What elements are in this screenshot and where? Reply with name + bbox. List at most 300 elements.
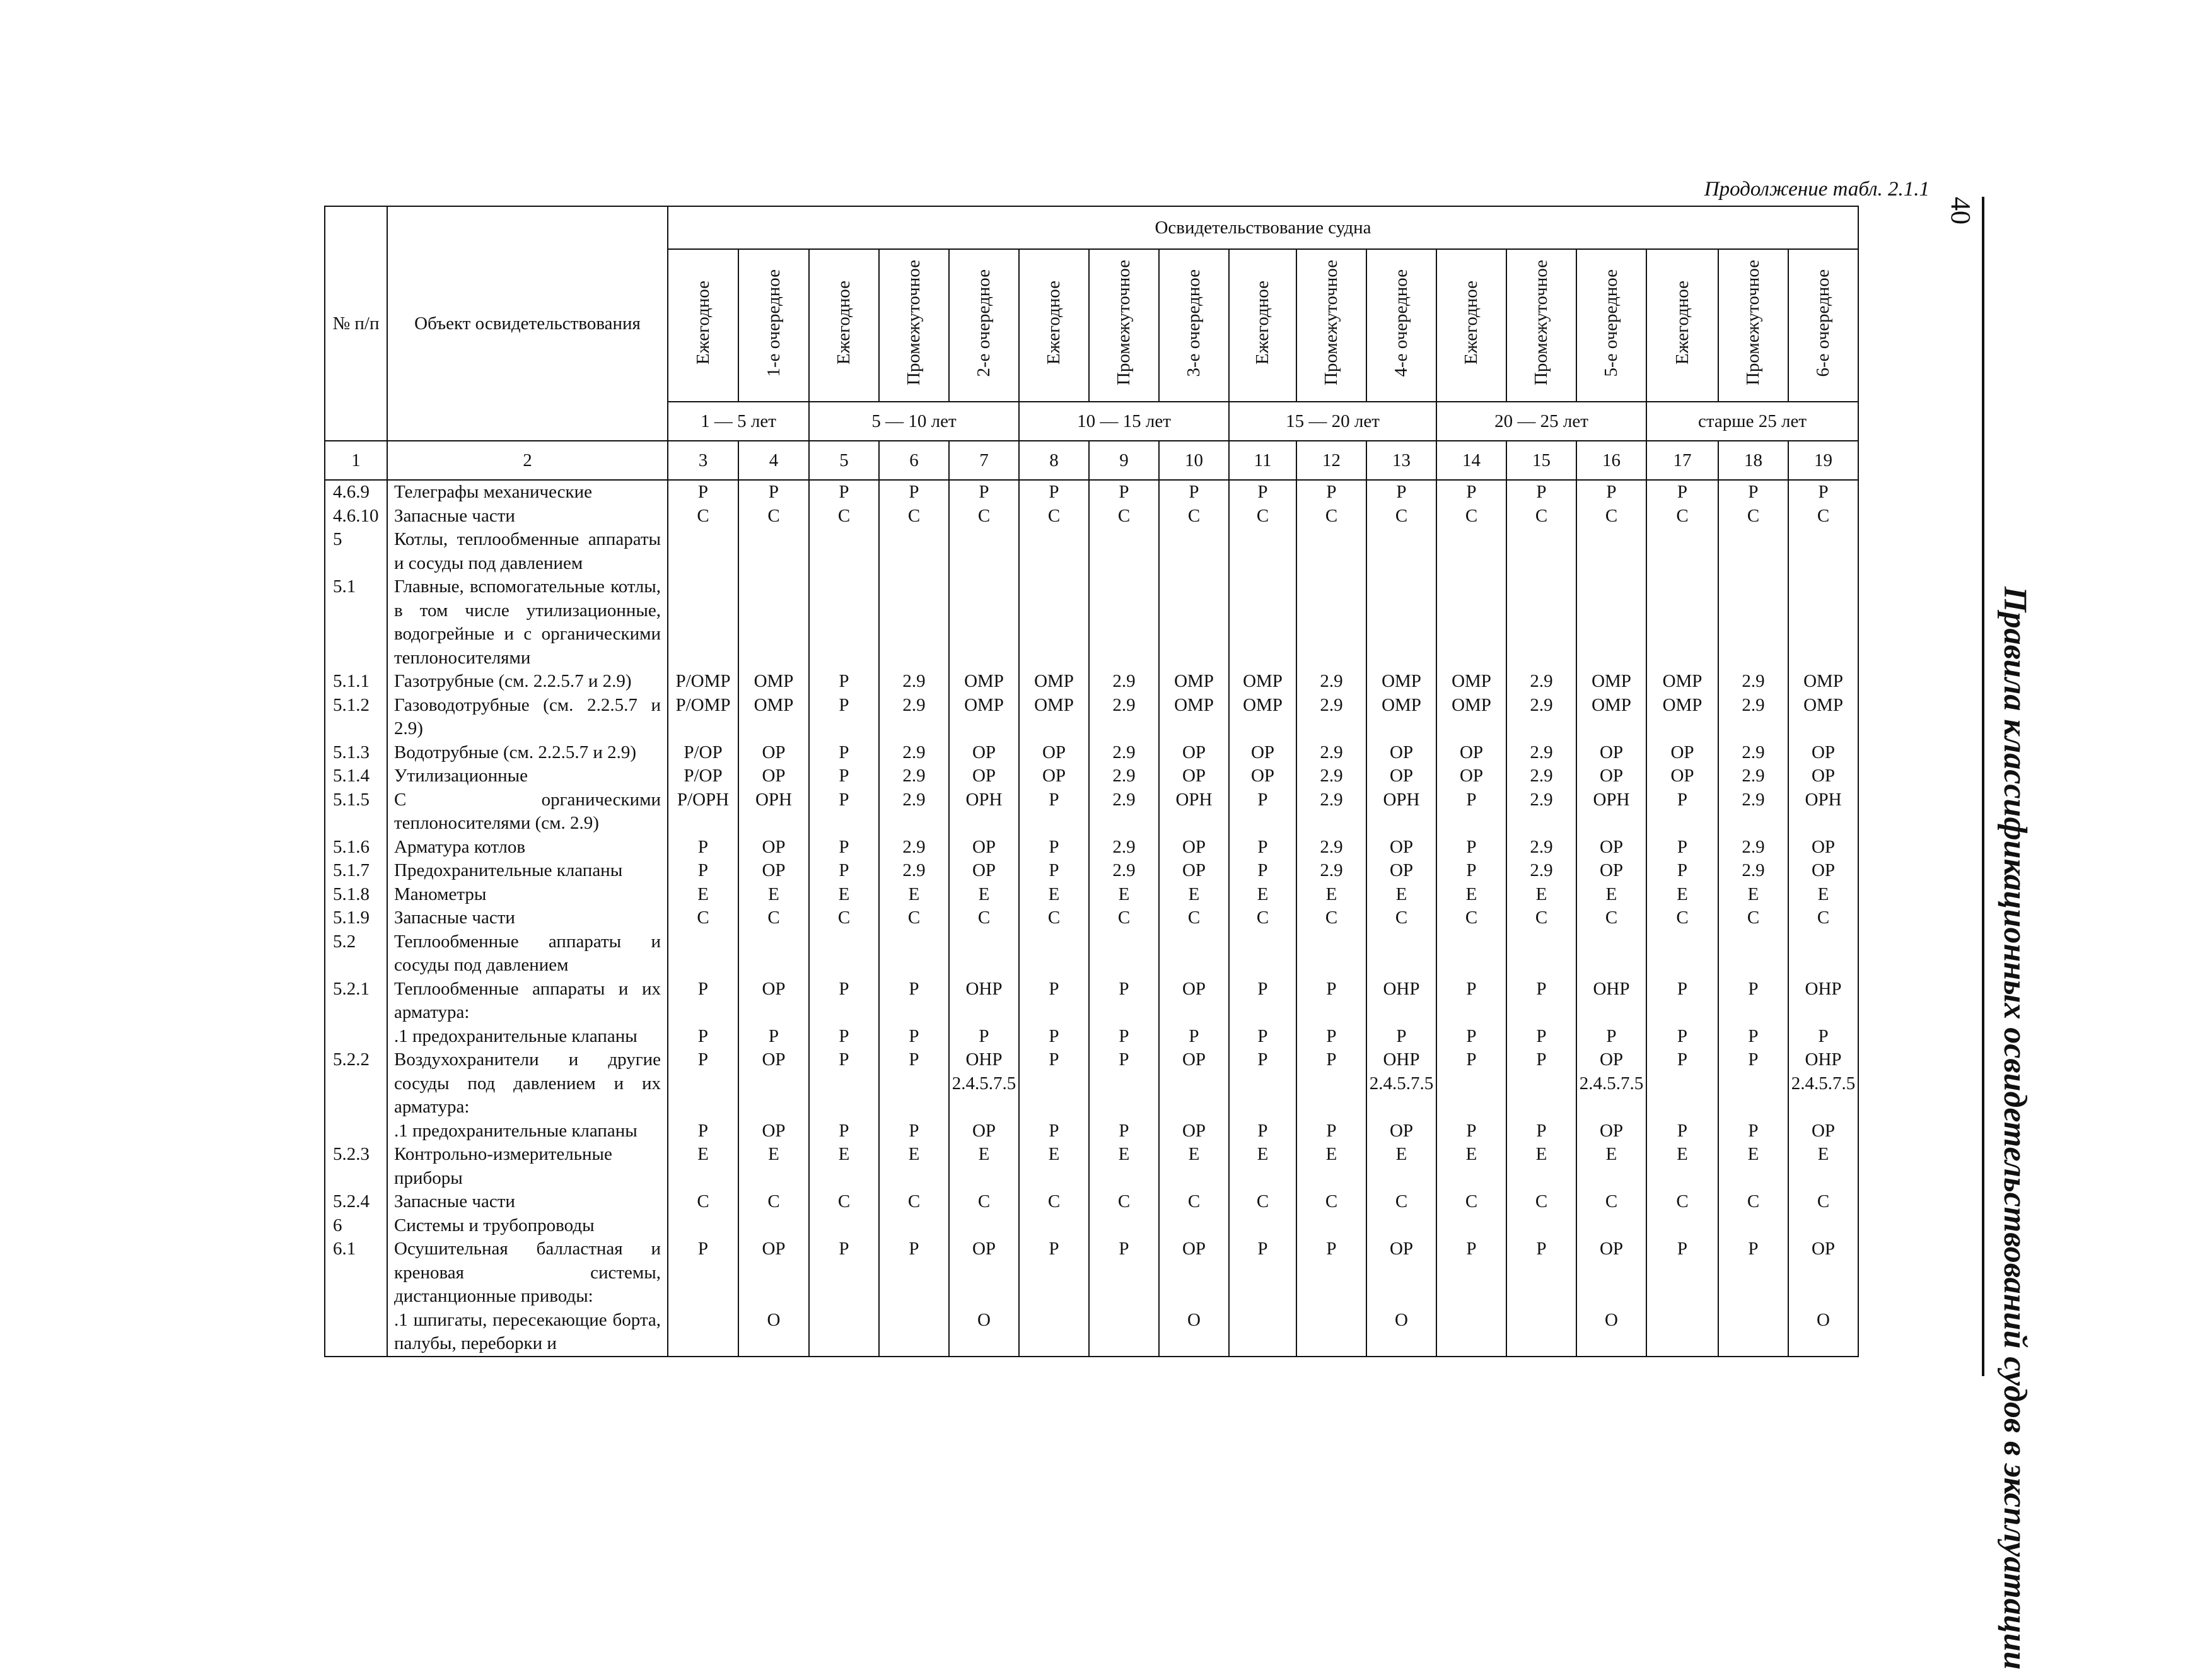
survey-scope-cell: ОР (738, 764, 809, 788)
survey-scope-cell: Р/ОМР (668, 694, 738, 741)
survey-scope-cell: 2.9 (1296, 764, 1366, 788)
header-survey-type: Ежегодное (809, 249, 879, 402)
survey-scope-cell: Е (738, 883, 809, 907)
survey-scope-cell (1229, 575, 1296, 670)
survey-object: Воздухохранители и другие сосуды под давлением и их арматура: (387, 1048, 668, 1119)
survey-scope-cell: ОР (1366, 836, 1436, 860)
survey-scope-cell: С (1229, 906, 1296, 930)
column-number: 19 (1788, 441, 1858, 480)
column-number: 18 (1718, 441, 1788, 480)
item-number (325, 1025, 387, 1049)
header-age-group: 5 — 10 лет (809, 402, 1019, 441)
survey-scope-cell: Е (1366, 1143, 1436, 1190)
survey-object: Запасные части (387, 1190, 668, 1214)
survey-scope-cell (1296, 575, 1366, 670)
survey-scope-cell: С (1436, 906, 1506, 930)
survey-scope-cell: Е (1229, 1143, 1296, 1190)
survey-scope-cell (1159, 575, 1229, 670)
survey-scope-cell: О (1788, 1309, 1858, 1357)
survey-scope-cell: Р (809, 764, 879, 788)
table-row (325, 694, 1858, 741)
survey-scope-cell: С (949, 1190, 1019, 1214)
column-number: 12 (1296, 441, 1366, 480)
survey-scope-cell: С (1089, 906, 1159, 930)
survey-scope-cell: Р (1646, 1119, 1718, 1143)
survey-scope-cell: С (1576, 1190, 1646, 1214)
survey-scope-cell: Р (1229, 859, 1296, 883)
survey-scope-cell: Р/ОМР (668, 670, 738, 694)
survey-scope-cell: 2.9 (1296, 670, 1366, 694)
survey-scope-cell: Р (879, 1119, 949, 1143)
survey-scope-cell: Е (1019, 1143, 1089, 1190)
survey-object: Теплообменные аппараты и их арматура: (387, 978, 668, 1025)
survey-scope-cell: Р (668, 859, 738, 883)
survey-scope-cell: Е (1718, 1143, 1788, 1190)
table-row (325, 764, 1858, 788)
survey-object: Теплообменные аппараты и сосуды под давлением (387, 930, 668, 978)
survey-scope-cell (1718, 1214, 1788, 1238)
survey-scope-cell (1296, 1214, 1366, 1238)
survey-object: .1 шпигаты, пересекающие борта, палубы, переборки и (387, 1309, 668, 1357)
survey-scope-cell: ОР (1159, 859, 1229, 883)
header-age-group: 1 — 5 лет (668, 402, 809, 441)
survey-scope-cell: С (1788, 1190, 1858, 1214)
survey-scope-cell: ОР (738, 859, 809, 883)
survey-scope-cell: С (1366, 505, 1436, 528)
survey-scope-cell: Е (1788, 883, 1858, 907)
survey-scope-cell: Е (809, 1143, 879, 1190)
survey-scope-cell: ОМР (1229, 670, 1296, 694)
survey-scope-cell: Р/ОРН (668, 788, 738, 836)
survey-object: Телеграфы механические (387, 480, 668, 505)
survey-scope-cell: Е (1436, 1143, 1506, 1190)
survey-scope-cell: Р (1718, 1237, 1788, 1309)
header-age-group: старше 25 лет (1646, 402, 1858, 441)
survey-scope-cell: ОР (738, 978, 809, 1025)
survey-scope-cell (1646, 930, 1718, 978)
table-row (325, 906, 1858, 930)
column-number: 11 (1229, 441, 1296, 480)
header-age-group: 20 — 25 лет (1436, 402, 1646, 441)
survey-scope-cell: Р (1506, 1119, 1576, 1143)
survey-scope-cell: Р (809, 694, 879, 741)
item-number (325, 1309, 387, 1357)
survey-scope-cell: Р (809, 788, 879, 836)
survey-scope-cell: 2.9 (879, 741, 949, 765)
survey-scope-cell: Р (1436, 1237, 1506, 1309)
survey-scope-cell: ОМР (1646, 694, 1718, 741)
survey-scope-cell (1296, 528, 1366, 575)
survey-scope-cell: Е (1718, 883, 1788, 907)
survey-scope-cell: ОР (1788, 741, 1858, 765)
survey-scope-cell: С (1506, 1190, 1576, 1214)
survey-scope-cell: С (1646, 505, 1718, 528)
survey-scope-cell: Р (1646, 480, 1718, 505)
survey-scope-cell: Р (1646, 1025, 1718, 1049)
survey-scope-cell: Р (1019, 788, 1089, 836)
survey-scope-cell: С (1366, 906, 1436, 930)
survey-scope-cell: Р (809, 1048, 879, 1119)
survey-scope-cell: ОР (949, 741, 1019, 765)
survey-scope-cell: С (1089, 1190, 1159, 1214)
survey-scope-cell: Р (1019, 978, 1089, 1025)
survey-scope-cell: Р (1159, 480, 1229, 505)
item-number: 5.1.9 (325, 906, 387, 930)
survey-scope-cell: С (1436, 1190, 1506, 1214)
survey-scope-cell: ОНР 2.4.5.7.5 (949, 1048, 1019, 1119)
table-row (325, 788, 1858, 836)
survey-scope-cell: С (738, 1190, 809, 1214)
table-row (325, 1309, 1858, 1357)
survey-scope-cell (1366, 930, 1436, 978)
survey-scope-cell: С (668, 1190, 738, 1214)
survey-scope-cell: ОМР (1788, 694, 1858, 741)
survey-scope-cell: ОР (1788, 1237, 1858, 1309)
survey-scope-cell: Р (1506, 1025, 1576, 1049)
survey-scope-cell: Р (1229, 978, 1296, 1025)
header-survey-type: 2-е очередное (949, 249, 1019, 402)
column-number: 7 (949, 441, 1019, 480)
survey-scope-cell (1229, 528, 1296, 575)
survey-scope-cell: 2.9 (1506, 836, 1576, 860)
header-survey: Освидетельствование судна (668, 206, 1858, 249)
survey-object: Газоводотрубные (см. 2.2.5.7 и 2.9) (387, 694, 668, 741)
survey-scope-cell (949, 930, 1019, 978)
survey-scope-cell: ОМР (1366, 670, 1436, 694)
survey-object: Водотрубные (см. 2.2.5.7 и 2.9) (387, 741, 668, 765)
survey-scope-cell (668, 1309, 738, 1357)
survey-scope-cell (809, 1214, 879, 1238)
survey-scope-cell (1788, 575, 1858, 670)
survey-scope-cell: Р (1296, 1025, 1366, 1049)
survey-scope-cell: ОР (1159, 764, 1229, 788)
survey-scope-cell: Е (1436, 883, 1506, 907)
survey-scope-cell: Р (1646, 1237, 1718, 1309)
survey-scope-cell: Р (1718, 480, 1788, 505)
survey-scope-cell: Р (668, 1119, 738, 1143)
header-survey-type: 5-е очередное (1576, 249, 1646, 402)
survey-scope-cell: С (1296, 1190, 1366, 1214)
item-number: 5.1.1 (325, 670, 387, 694)
survey-scope-cell: ОР (1576, 836, 1646, 860)
survey-scope-cell: Р (1229, 1119, 1296, 1143)
survey-scope-cell: Р (738, 1025, 809, 1049)
survey-scope-cell (879, 1309, 949, 1357)
survey-scope-cell: С (1576, 505, 1646, 528)
survey-scope-cell: Р (1646, 859, 1718, 883)
column-number: 10 (1159, 441, 1229, 480)
survey-scope-cell: ОМР (1788, 670, 1858, 694)
survey-scope-cell: Р (1718, 978, 1788, 1025)
survey-object: С органическими теплоносителями (см. 2.9) (387, 788, 668, 836)
survey-scope-cell: Е (949, 1143, 1019, 1190)
survey-scope-cell: 2.9 (879, 694, 949, 741)
table-row (325, 1119, 1858, 1143)
survey-scope-cell: Р (1436, 1048, 1506, 1119)
survey-scope-cell (1366, 575, 1436, 670)
survey-scope-cell: С (738, 505, 809, 528)
column-number: 17 (1646, 441, 1718, 480)
table-row (325, 480, 1858, 505)
survey-scope-cell: Р (809, 480, 879, 505)
table-row (325, 836, 1858, 860)
survey-scope-cell: ОМР (738, 670, 809, 694)
survey-scope-cell: ОР (1646, 741, 1718, 765)
table-row (325, 670, 1858, 694)
item-number: 5.1.6 (325, 836, 387, 860)
survey-scope-cell: 2.9 (1718, 741, 1788, 765)
survey-object: Контрольно-измерительные приборы (387, 1143, 668, 1190)
survey-scope-cell: Р (1019, 1237, 1089, 1309)
header-survey-type: 3-е очередное (1159, 249, 1229, 402)
survey-scope-cell: 2.9 (1296, 836, 1366, 860)
survey-scope-cell: Р (1506, 1237, 1576, 1309)
survey-scope-cell (668, 930, 738, 978)
margin-rule (1982, 197, 1984, 1376)
survey-scope-cell: Е (809, 883, 879, 907)
table-row (325, 1025, 1858, 1049)
survey-scope-cell (1718, 575, 1788, 670)
survey-scope-cell: С (1019, 906, 1089, 930)
survey-scope-cell: ОМР (1159, 670, 1229, 694)
survey-scope-cell: С (1506, 906, 1576, 930)
table-row (325, 528, 1858, 575)
survey-scope-cell: ОМР (949, 694, 1019, 741)
survey-scope-cell: ОРН (1788, 788, 1858, 836)
survey-scope-cell: Р (809, 1237, 879, 1309)
item-number: 5.2.3 (325, 1143, 387, 1190)
survey-scope-cell (1159, 1214, 1229, 1238)
survey-scope-cell: Р (1019, 480, 1089, 505)
item-number: 6 (325, 1214, 387, 1238)
survey-scope-cell: Р (1436, 788, 1506, 836)
survey-scope-cell (1229, 1214, 1296, 1238)
survey-scope-cell (1576, 1214, 1646, 1238)
page-number: 40 (1945, 197, 1976, 225)
survey-scope-cell: ОНР (1576, 978, 1646, 1025)
table-row (325, 741, 1858, 765)
survey-scope-cell: С (1506, 505, 1576, 528)
survey-scope-cell (1019, 575, 1089, 670)
survey-scope-cell (1366, 1214, 1436, 1238)
survey-scope-cell: С (809, 906, 879, 930)
header-survey-type: 6-е очередное (1788, 249, 1858, 402)
survey-scope-cell: ОР 2.4.5.7.5 (1576, 1048, 1646, 1119)
survey-scope-cell: Р (809, 836, 879, 860)
survey-scope-cell: Р (1436, 1025, 1506, 1049)
header-survey-type: Ежегодное (1229, 249, 1296, 402)
survey-scope-cell (949, 528, 1019, 575)
survey-scope-cell: Р (1019, 1048, 1089, 1119)
survey-scope-cell (1576, 575, 1646, 670)
survey-scope-cell: С (1089, 505, 1159, 528)
item-number: 5.1.3 (325, 741, 387, 765)
header-survey-type: Промежуточное (1089, 249, 1159, 402)
survey-scope-cell: С (949, 505, 1019, 528)
survey-scope-cell: Р (1718, 1119, 1788, 1143)
survey-scope-cell (809, 575, 879, 670)
survey-scope-cell (1506, 1214, 1576, 1238)
survey-scope-cell: ОНР (949, 978, 1019, 1025)
survey-scope-cell (1366, 528, 1436, 575)
survey-scope-cell: ОР (738, 836, 809, 860)
survey-scope-cell: ОР (1788, 836, 1858, 860)
survey-scope-cell: ОР (1366, 764, 1436, 788)
survey-scope-cell: О (1576, 1309, 1646, 1357)
item-number (325, 1119, 387, 1143)
survey-scope-cell: Р (1718, 1025, 1788, 1049)
item-number: 5.1.5 (325, 788, 387, 836)
survey-scope-cell: Р (1436, 480, 1506, 505)
survey-scope-cell: Р (738, 480, 809, 505)
survey-scope-cell: 2.9 (1506, 859, 1576, 883)
survey-scope-cell: Р (949, 480, 1019, 505)
survey-scope-cell: Р (809, 1119, 879, 1143)
header-survey-type: Ежегодное (1019, 249, 1089, 402)
survey-scope-cell: С (1366, 1190, 1436, 1214)
survey-scope-cell: ОР (1159, 741, 1229, 765)
survey-scope-cell (1296, 930, 1366, 978)
item-number: 4.6.10 (325, 505, 387, 528)
survey-scope-cell (668, 1214, 738, 1238)
column-number: 13 (1366, 441, 1436, 480)
survey-scope-cell (1718, 528, 1788, 575)
column-number: 9 (1089, 441, 1159, 480)
header-no: № п/п (325, 206, 387, 441)
survey-scope-cell (1788, 1214, 1858, 1238)
table-row (325, 859, 1858, 883)
survey-scope-cell: Р (1019, 836, 1089, 860)
survey-scope-cell: ОР (1788, 1119, 1858, 1143)
survey-scope-cell: Е (879, 883, 949, 907)
survey-scope-cell (738, 528, 809, 575)
survey-scope-cell: ОР (1436, 741, 1506, 765)
survey-scope-cell: Р (879, 1025, 949, 1049)
table-row (325, 575, 1858, 670)
survey-scope-cell: О (738, 1309, 809, 1357)
survey-scope-cell: 2.9 (1296, 859, 1366, 883)
survey-scope-cell: Р (1296, 1119, 1366, 1143)
column-number: 4 (738, 441, 809, 480)
survey-scope-cell: Р (1576, 1025, 1646, 1049)
survey-scope-cell: Р (1788, 1025, 1858, 1049)
table-row (325, 1143, 1858, 1190)
table-row (325, 930, 1858, 978)
survey-scope-cell: ОР (1576, 764, 1646, 788)
survey-scope-cell: С (1159, 505, 1229, 528)
survey-scope-cell: Р (668, 1237, 738, 1309)
survey-scope-cell: Е (668, 883, 738, 907)
survey-scope-cell: С (1296, 505, 1366, 528)
survey-scope-cell (1646, 1214, 1718, 1238)
item-number: 5.2.4 (325, 1190, 387, 1214)
survey-object: .1 предохранительные клапаны (387, 1025, 668, 1049)
survey-scope-cell (1506, 575, 1576, 670)
column-number: 16 (1576, 441, 1646, 480)
survey-scope-cell: Е (738, 1143, 809, 1190)
survey-scope-cell: С (879, 906, 949, 930)
header-object: Объект освидетельствования (387, 206, 668, 441)
item-number: 5.2 (325, 930, 387, 978)
survey-scope-cell: ОРН (1159, 788, 1229, 836)
column-number: 6 (879, 441, 949, 480)
survey-scope-cell (668, 575, 738, 670)
survey-scope-cell: 2.9 (1506, 764, 1576, 788)
survey-scope-cell: ОР (1159, 1048, 1229, 1119)
survey-scope-cell: С (668, 505, 738, 528)
survey-scope-cell (1229, 930, 1296, 978)
column-number: 3 (668, 441, 738, 480)
survey-scope-cell: Р (1019, 1119, 1089, 1143)
survey-scope-cell: Р (668, 1048, 738, 1119)
survey-scope-cell: Е (1019, 883, 1089, 907)
item-number: 5.1.2 (325, 694, 387, 741)
survey-scope-cell: Р (1089, 978, 1159, 1025)
survey-scope-cell (738, 575, 809, 670)
survey-scope-cell: Р (668, 1025, 738, 1049)
survey-scope-cell (1646, 1309, 1718, 1357)
survey-scope-cell: Е (949, 883, 1019, 907)
survey-scope-cell (809, 930, 879, 978)
survey-scope-cell: Е (1159, 883, 1229, 907)
survey-scope-cell: Р (1229, 1237, 1296, 1309)
survey-scope-cell (1436, 528, 1506, 575)
survey-scope-cell (879, 930, 949, 978)
survey-object: Осушительная балластная и креновая системы, дистанционные приводы: (387, 1237, 668, 1309)
header-survey-type: 4-е очередное (1366, 249, 1436, 402)
header-age-group: 10 — 15 лет (1019, 402, 1229, 441)
survey-scope-cell: О (1366, 1309, 1436, 1357)
survey-scope-cell: ОМР (1436, 694, 1506, 741)
survey-scope-cell (1019, 528, 1089, 575)
survey-scope-cell (1436, 1309, 1506, 1357)
survey-scope-cell: С (1436, 505, 1506, 528)
survey-scope-cell: О (1159, 1309, 1229, 1357)
survey-scope-cell (1718, 930, 1788, 978)
header-survey-type: 1-е очередное (738, 249, 809, 402)
survey-scope-cell (1436, 575, 1506, 670)
survey-scope-cell: Р (1296, 1048, 1366, 1119)
survey-scope-cell (1019, 1309, 1089, 1357)
survey-scope-cell: ОР (949, 836, 1019, 860)
survey-scope-cell: Р (1089, 480, 1159, 505)
survey-scope-cell: ОРН (1366, 788, 1436, 836)
survey-scope-cell: 2.9 (879, 670, 949, 694)
survey-scope-cell: 2.9 (1296, 788, 1366, 836)
survey-scope-cell: С (1296, 906, 1366, 930)
survey-scope-cell: 2.9 (1089, 859, 1159, 883)
survey-scope-cell: Р (1646, 1048, 1718, 1119)
survey-scope-cell: 2.9 (1718, 836, 1788, 860)
header-age-group: 15 — 20 лет (1229, 402, 1436, 441)
survey-scope-cell (1296, 1309, 1366, 1357)
survey-scope-cell: С (809, 1190, 879, 1214)
survey-scope-cell: ОРН (738, 788, 809, 836)
survey-scope-cell: С (1159, 1190, 1229, 1214)
survey-scope-cell: ОНР (1366, 978, 1436, 1025)
survey-scope-cell: Р (1646, 788, 1718, 836)
survey-scope-cell: С (949, 906, 1019, 930)
survey-scope-cell: ОР (1229, 764, 1296, 788)
running-head: Правила классификационных освидетельствований судов в эксплуатации (1997, 587, 2033, 1670)
survey-scope-cell: Р (1019, 1025, 1089, 1049)
column-number: 5 (809, 441, 879, 480)
survey-scope-cell: Р (1089, 1119, 1159, 1143)
survey-scope-cell: Е (1089, 1143, 1159, 1190)
column-number: 14 (1436, 441, 1506, 480)
survey-scope-cell (1229, 1309, 1296, 1357)
survey-scope-cell: Р (1296, 480, 1366, 505)
